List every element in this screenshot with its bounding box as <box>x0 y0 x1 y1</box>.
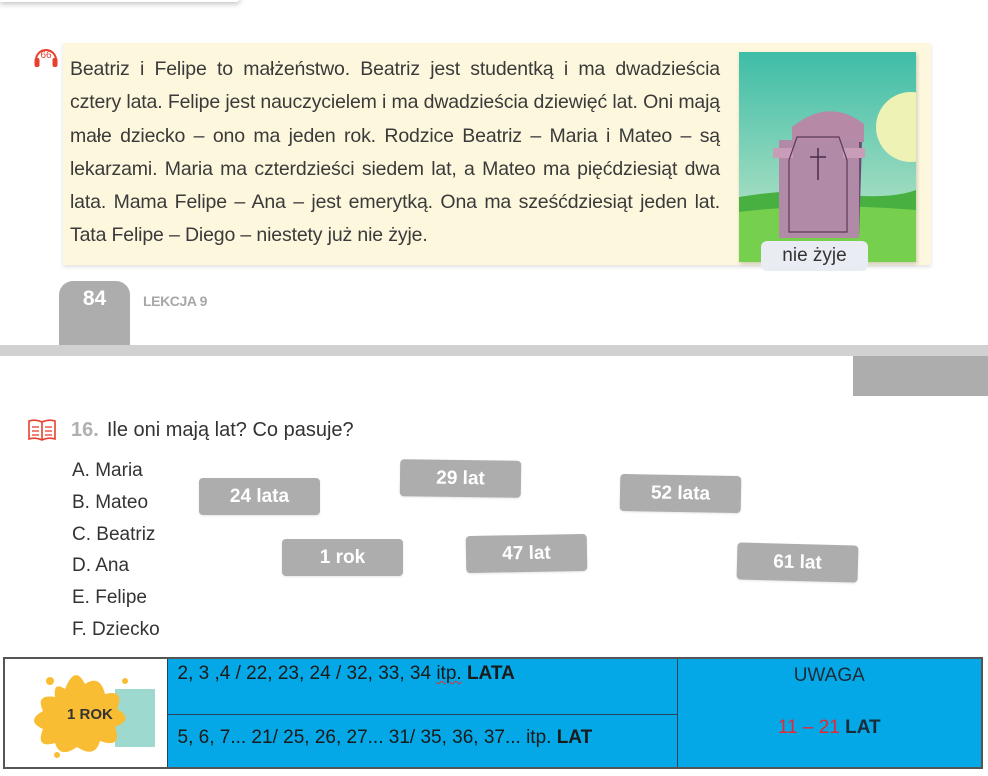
gravestone-illustration <box>739 52 916 262</box>
age-chip[interactable]: 29 lat <box>400 459 522 498</box>
person-item: A. Maria <box>72 460 143 481</box>
itp-abbrev: itp. <box>436 663 462 684</box>
person-item: E. Felipe <box>72 587 147 609</box>
grammar-table <box>3 657 983 769</box>
lata-rule-cell <box>167 658 677 714</box>
headphones-audio-icon[interactable] <box>32 43 60 71</box>
gray-corner-block <box>853 356 988 396</box>
page-divider <box>0 345 988 356</box>
person-item: C. Beatriz <box>72 523 156 545</box>
note-title: UWAGA <box>793 665 865 686</box>
exercise-number: 16. <box>71 419 99 441</box>
lata-word: LATA <box>466 663 515 684</box>
one-year-badge-cell <box>4 658 167 768</box>
person-item: F. Dziecko <box>72 618 160 640</box>
age-chip[interactable]: 61 lat <box>737 542 859 582</box>
people-list <box>72 455 160 646</box>
one-year-badge: 1 ROK <box>67 706 113 723</box>
exercise-heading <box>71 419 354 442</box>
age-chip[interactable]: 24 lata <box>199 478 320 515</box>
note-cell <box>677 658 982 768</box>
exercise-title: Ile oni mają lat? Co pasuje? <box>106 419 354 441</box>
lata-numbers: 2, 3 ,4 / 22, 23, 24 / 32, 33, 34 <box>177 663 437 684</box>
lat-word: LAT <box>556 726 593 748</box>
reading-text: Beatriz i Felipe to małżeństwo. Beatriz jest studentką i ma dwadzieścia cztery lata. Felipe jest nauczycielem i ma dwadzieścia dziewięć lat. Oni mają małe dziecko – ono ma jeden rok. Rodzice Beatriz – Maria i Mateo – są lekarzami. Maria ma czterdzieści siedem lat, a Mateo ma pięćdziesiąt dwa lata. Mama Felipe – Ana – jest emerytką. Ona ma sześćdziesiąt jeden lat. Tata Felipe – Diego – niestety już nie żyje. <box>70 58 720 247</box>
lesson-label: LEKCJA 9 <box>143 293 207 309</box>
note-range: 11 – 21 LAT <box>777 717 881 738</box>
image-caption: nie żyje <box>761 241 868 271</box>
page-number-tab: 84 <box>59 281 130 345</box>
page-edge-shadow <box>0 0 240 2</box>
person-item: D. Ana <box>72 555 130 577</box>
open-book-icon <box>27 419 57 441</box>
person-item: B. Mateo <box>72 491 149 513</box>
lat-rule-cell <box>167 714 677 768</box>
age-chip[interactable]: 52 lata <box>620 474 742 513</box>
svg-text:66: 66 <box>40 50 52 61</box>
age-chip[interactable]: 47 lat <box>466 534 588 573</box>
lat-numbers: 5, 6, 7... 21/ 25, 26, 27... 31/ 35, 36, 37... itp. <box>177 726 557 748</box>
age-chip[interactable]: 1 rok <box>282 539 403 576</box>
